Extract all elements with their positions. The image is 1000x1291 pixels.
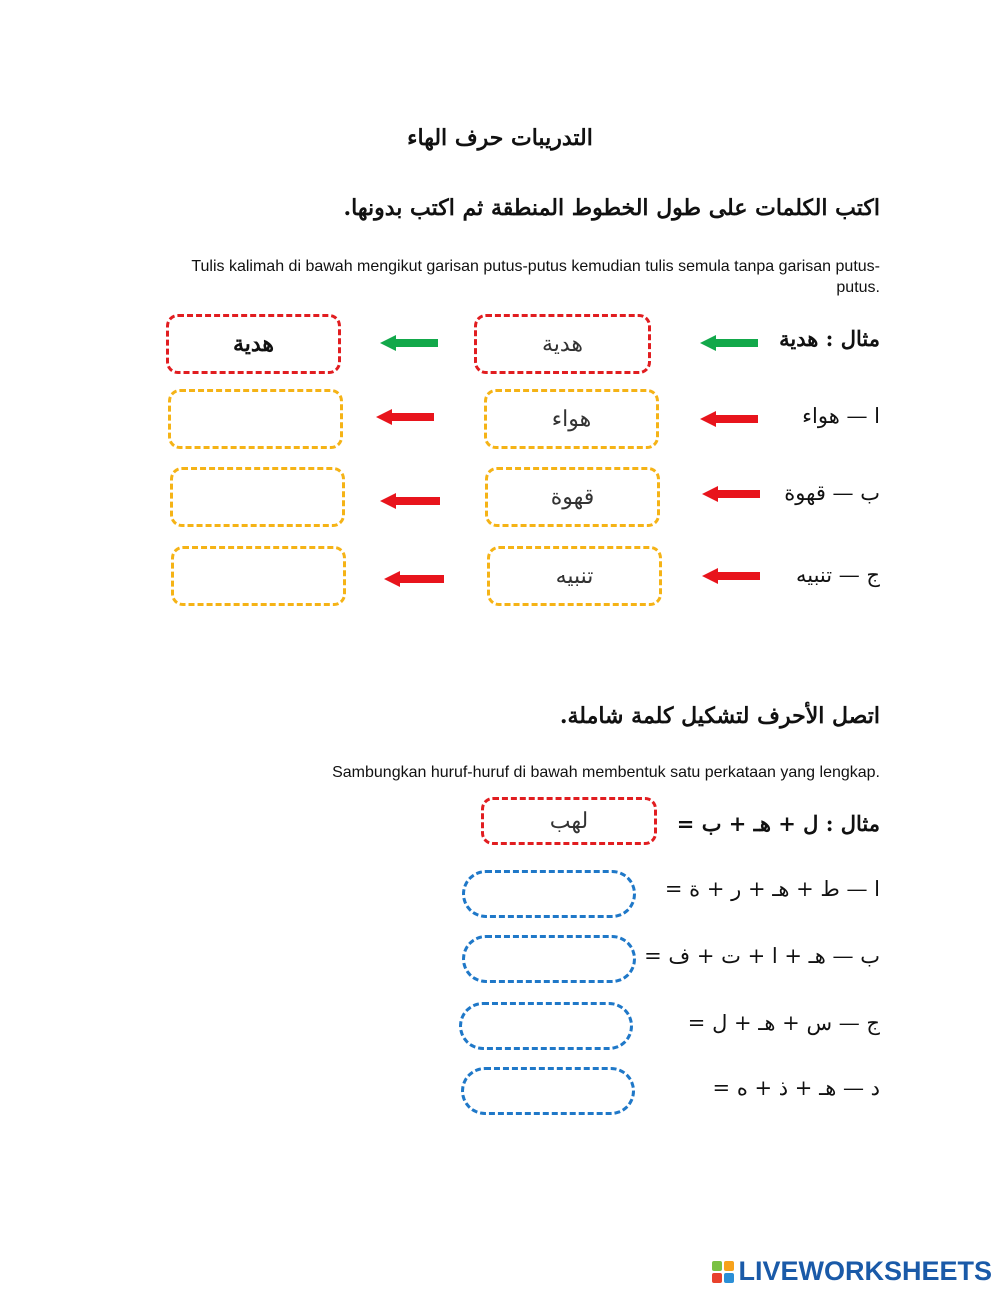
item-c-answer-input[interactable] xyxy=(171,546,346,606)
item2-d-label: د — هـ + ذ + ه = xyxy=(712,1076,880,1100)
arrow-right-to-left-icon xyxy=(700,411,758,427)
liveworksheets-logo xyxy=(712,1256,992,1287)
arrow-right-to-left-icon xyxy=(380,335,438,351)
item-b-answer-input[interactable] xyxy=(170,467,345,527)
item2-a-answer-input[interactable] xyxy=(462,870,636,918)
item-c-traced-word: تنبيه xyxy=(487,546,662,606)
item-b-traced-word: قهوة xyxy=(485,467,660,527)
item-a-answer-input[interactable] xyxy=(168,389,343,449)
arrow-right-to-left-icon xyxy=(700,335,758,351)
page-title: التدريبات حرف الهاء xyxy=(407,125,593,151)
item2-c-label: ج — س + هـ + ل = xyxy=(687,1011,880,1035)
section1-instruction-malay: Tulis kalimah di bawah mengikut garisan putus-putus kemudian tulis semula tanpa garisan putus-putus. xyxy=(191,258,880,296)
arrow-right-to-left-icon xyxy=(380,493,440,509)
item2-c-answer-input[interactable] xyxy=(459,1002,633,1050)
item-a-traced-word: هواء xyxy=(484,389,659,449)
arrow-right-to-left-icon xyxy=(384,571,444,587)
example2-answer-box: لهب xyxy=(481,797,657,845)
item2-b-answer-input[interactable] xyxy=(462,935,636,983)
example-answer-box: هدية xyxy=(166,314,341,374)
arrow-right-to-left-icon xyxy=(702,486,760,502)
item-b-label: ب — قهوة xyxy=(784,481,880,505)
example-traced-word: هدية xyxy=(474,314,651,374)
section2-instruction-malay: Sambungkan huruf-huruf di bawah membentuk satu perkataan yang lengkap. xyxy=(332,764,880,781)
item-a-label: ا — هواء xyxy=(802,404,880,428)
logo-text: LIVEWORKSHEETS xyxy=(738,1256,992,1286)
example2-label: مثال : ل + هـ + ب = xyxy=(676,811,880,836)
item2-d-answer-input[interactable] xyxy=(461,1067,635,1115)
arrow-right-to-left-icon xyxy=(376,409,434,425)
logo-mark-icon xyxy=(712,1261,734,1283)
example-label: مثال : هدية xyxy=(779,326,880,351)
item-c-label: ج — تنبيه xyxy=(795,563,880,587)
section2-instruction-arabic: اتصل الأحرف لتشكيل كلمة شاملة. xyxy=(559,703,880,729)
arrow-right-to-left-icon xyxy=(702,568,760,584)
item2-a-label: ا — ط + هـ + ر + ة = xyxy=(664,877,880,901)
section1-instruction-arabic: اكتب الكلمات على طول الخطوط المنطقة ثم اكتب بدونها. xyxy=(343,195,880,221)
item2-b-label: ب — هـ + ا + ت + ف = xyxy=(644,944,880,968)
